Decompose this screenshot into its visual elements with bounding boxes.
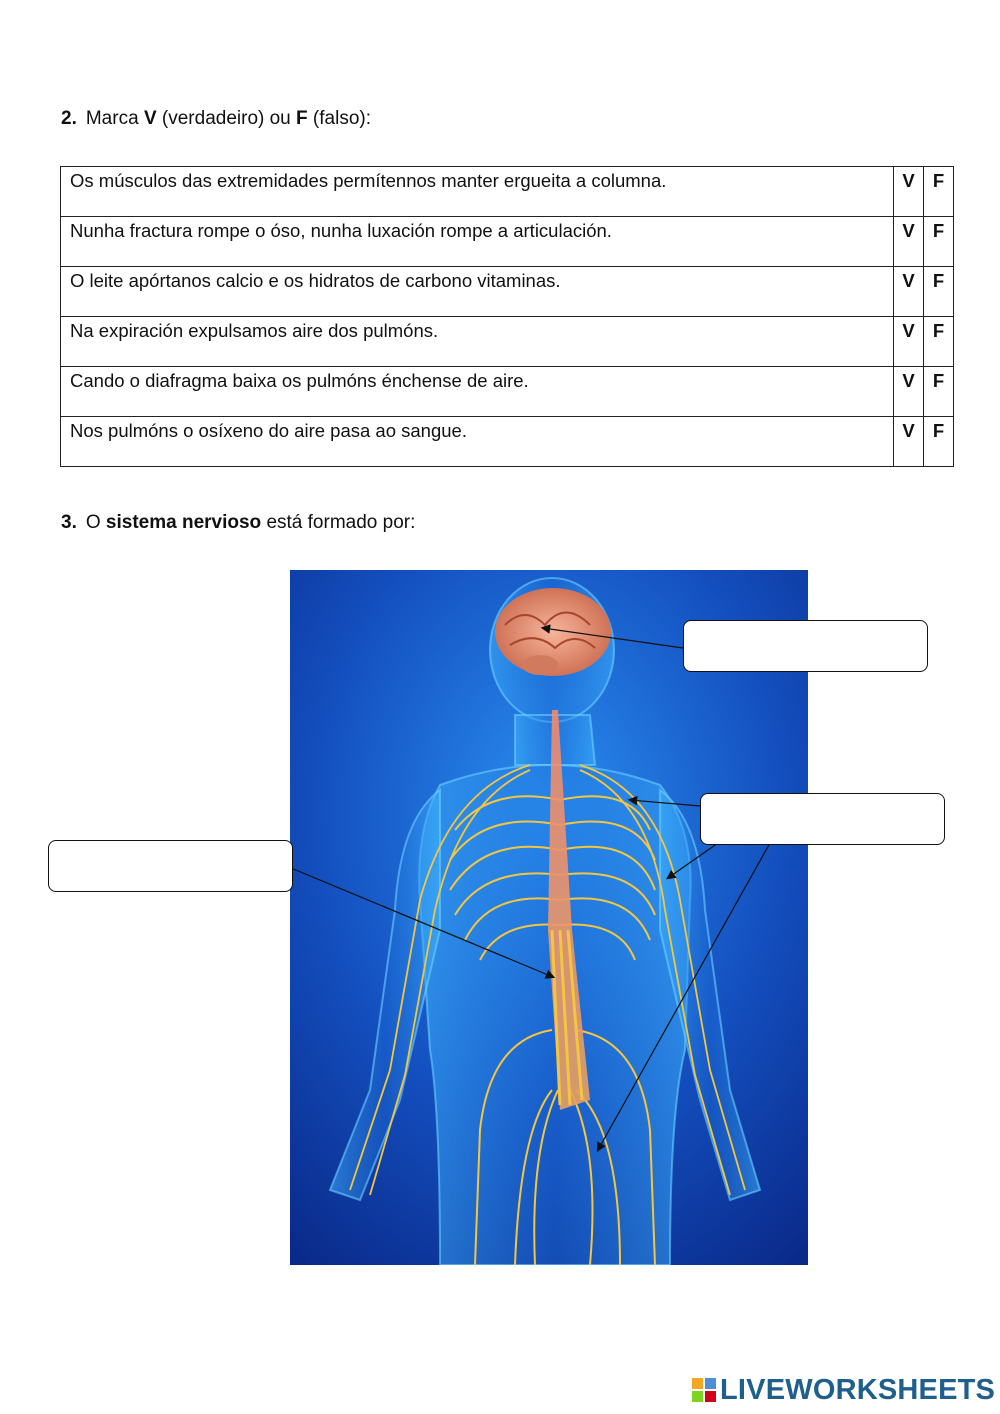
statement-text: Nos pulmóns o osíxeno do aire pasa ao sangue.: [61, 417, 894, 467]
false-option[interactable]: F: [924, 317, 954, 367]
false-option[interactable]: F: [924, 417, 954, 467]
false-option[interactable]: F: [924, 167, 954, 217]
nervous-system-illustration: [290, 570, 808, 1265]
vf-row: [61, 217, 954, 267]
spinal-cord-label-input[interactable]: [48, 840, 293, 892]
true-false-table: [60, 166, 954, 467]
brain-label-input[interactable]: [683, 620, 928, 672]
vf-row: [61, 267, 954, 317]
liveworksheets-logo-icon: [692, 1378, 716, 1402]
statement-text: Os músculos das extremidades permítennos manter ergueita a columna.: [61, 167, 894, 217]
vf-row: [61, 317, 954, 367]
question-number: 2.: [61, 108, 77, 129]
true-option[interactable]: V: [894, 267, 924, 317]
vf-row: [61, 417, 954, 467]
true-option[interactable]: V: [894, 417, 924, 467]
true-option[interactable]: V: [894, 167, 924, 217]
true-option[interactable]: V: [894, 367, 924, 417]
false-option[interactable]: F: [924, 367, 954, 417]
statement-text: O leite apórtanos calcio e os hidratos de carbono vitaminas.: [61, 267, 894, 317]
logo-text: LIVEWORKSHEETS: [720, 1373, 996, 1406]
true-option[interactable]: V: [894, 217, 924, 267]
statement-text: Nunha fractura rompe o óso, nunha luxación rompe a articulación.: [61, 217, 894, 267]
vf-row: [61, 367, 954, 417]
false-option[interactable]: F: [924, 217, 954, 267]
vf-row: [61, 167, 954, 217]
question-3-heading: 3. O sistema nervioso está formado por:: [61, 512, 416, 533]
true-option[interactable]: V: [894, 317, 924, 367]
brain: [495, 588, 611, 676]
question-2-heading: 2. Marca V (verdadeiro) ou F (falso):: [61, 108, 371, 129]
statement-text: Cando o diafragma baixa os pulmóns énchense de aire.: [61, 367, 894, 417]
question-number: 3.: [61, 512, 77, 533]
false-option[interactable]: F: [924, 267, 954, 317]
statement-text: Na expiración expulsamos aire dos pulmóns.: [61, 317, 894, 367]
liveworksheets-logo: [692, 1374, 995, 1406]
nerves-label-input[interactable]: [700, 793, 945, 845]
